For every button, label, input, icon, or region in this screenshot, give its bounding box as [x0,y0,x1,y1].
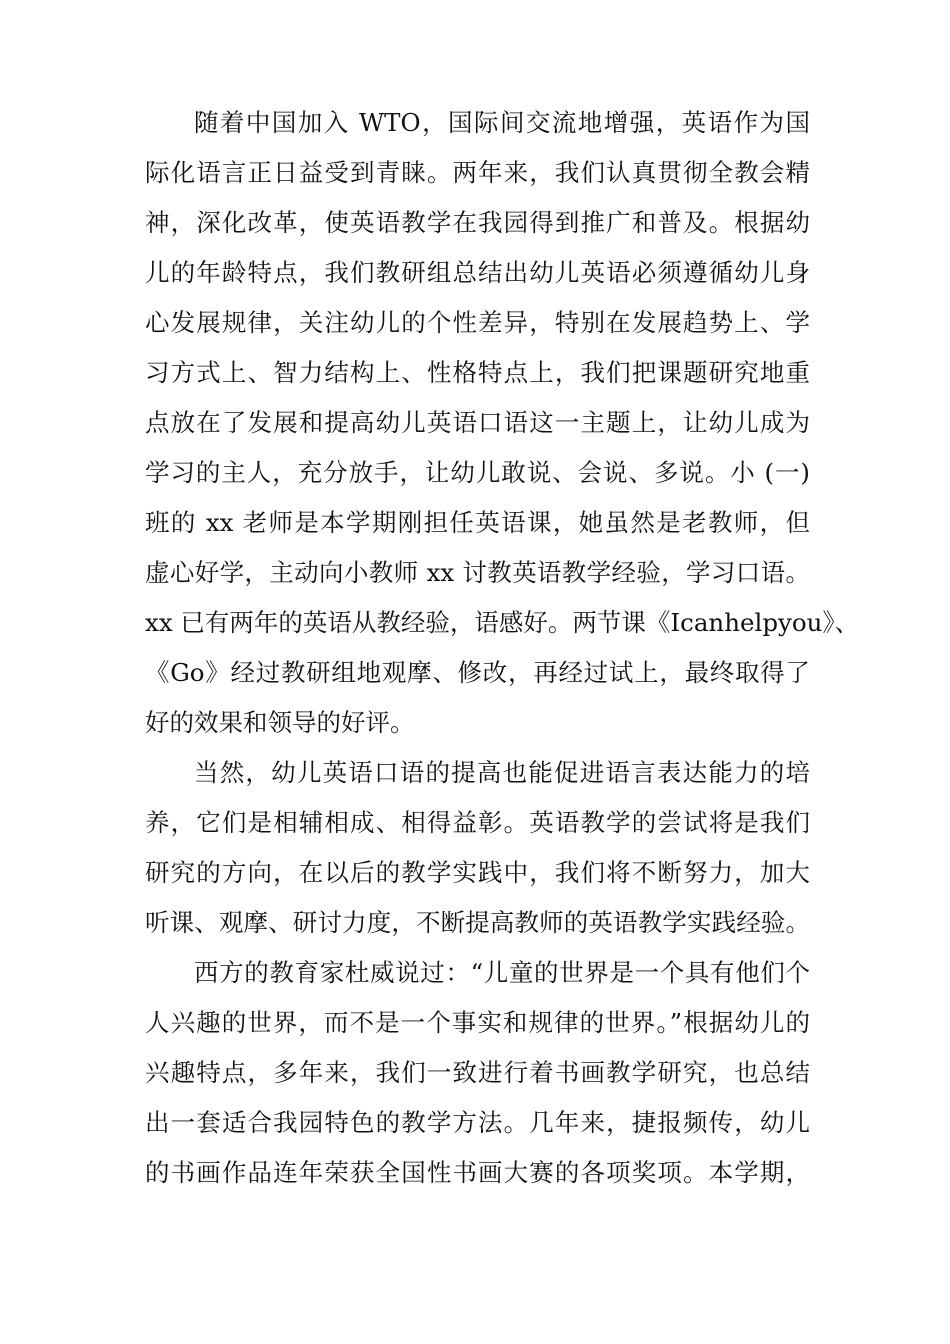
paragraph-1-line-7: 点放在了发展和提高幼儿英语口语这一主题上，让幼儿成为 [145,408,810,437]
paragraph-3-line-4: 出一套适合我园特色的教学方法。几年来，捷报频传，幼儿 [145,1108,810,1137]
paragraph-2-line-4: 听课、观摩、研讨力度，不断提高教师的英语教学实践经验。 [145,908,810,937]
paragraph-1-line-4: 儿的年龄特点，我们教研组总结出幼儿英语必须遵循幼儿身 [145,258,810,287]
paragraph-1-line-10: 虚心好学，主动向小教师 xx 讨教英语教学经验，学习口语。 [145,558,810,587]
paragraph-1-line-9: 班的 xx 老师是本学期刚担任英语课，她虽然是老教师，但 [145,508,810,537]
paragraph-3-line-1: 西方的教育家杜威说过：“儿童的世界是一个具有他们个 [194,958,810,987]
paragraph-3-line-3: 兴趣特点，多年来，我们一致进行着书画教学研究，也总结 [145,1058,810,1087]
paragraph-1-line-11: xx 已有两年的英语从教经验，语感好。两节课《Icanhelpyou》、 [145,608,860,637]
paragraph-1-line-8: 学习的主人，充分放手，让幼儿敢说、会说、多说。小 (一) [145,458,810,487]
paragraph-2-line-2: 养，它们是相辅相成、相得益彰。英语教学的尝试将是我们 [145,808,810,837]
paragraph-3-line-2: 人兴趣的世界，而不是一个事实和规律的世界。”根据幼儿的 [145,1008,810,1037]
paragraph-1-line-6: 习方式上、智力结构上、性格特点上，我们把课题研究地重 [145,358,810,387]
paragraph-1-line-1: 随着中国加入 WTO，国际间交流地增强，英语作为国 [194,108,810,137]
paragraph-3-line-5: 的书画作品连年荣获全国性书画大赛的各项奖项。本学期， [145,1158,810,1187]
paragraph-1-line-5: 心发展规律，关注幼儿的个性差异，特别在发展趋势上、学 [145,308,810,337]
document-body [145,98,860,1198]
paragraph-2-line-3: 研究的方向，在以后的教学实践中，我们将不断努力，加大 [145,858,810,887]
paragraph-1-line-2: 际化语言正日益受到青睐。两年来，我们认真贯彻全教会精 [145,158,810,187]
paragraph-1-line-12: 《Go》经过教研组地观摩、修改，再经过试上，最终取得了 [145,658,810,687]
paragraph-1-line-3: 神，深化改革，使英语教学在我园得到推广和普及。根据幼 [145,208,810,237]
paragraph-2-line-1: 当然，幼儿英语口语的提高也能促进语言表达能力的培 [194,758,810,787]
paragraph-1-line-13: 好的效果和领导的好评。 [145,708,415,737]
